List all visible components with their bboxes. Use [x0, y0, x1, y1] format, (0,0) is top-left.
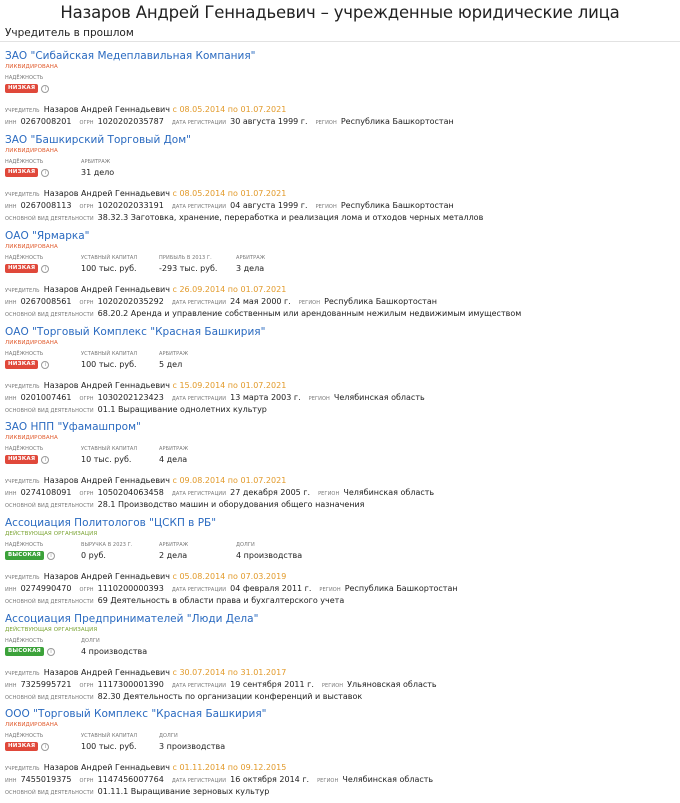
region-value: Республика Башкортостан — [340, 201, 454, 210]
activity-value: 68.20.2 Аренда и управление собственным или арендованным нежилым недвижимым имуществом — [97, 309, 522, 318]
company-status: ЛИКВИДИРОВАНА — [5, 64, 58, 70]
founder-period: с 09.08.2014 по 01.07.2021 — [172, 476, 287, 485]
registration-row: ИНН 0274108091 ОГРН 1050204063458 ДАТА РЕГИСТРАЦИИ 27 декабря 2005 г. РЕГИОН Челябинская область — [5, 488, 435, 497]
stat-reliability: НАДЁЖНОСТЬ ВЫСОКАЯ i — [5, 541, 55, 562]
debts-value: 4 производства — [81, 647, 148, 656]
founder-period: с 08.05.2014 по 01.07.2021 — [172, 105, 287, 114]
reg-date-value: 13 марта 2003 г. — [230, 393, 301, 402]
reliability-badge: НИЗКАЯ — [5, 360, 38, 369]
stat-capital: УСТАВНЫЙ КАПИТАЛ 100 тыс. руб. — [81, 733, 138, 751]
debts-value: 3 производства — [159, 742, 226, 751]
founder-period: с 05.08.2014 по 07.03.2019 — [172, 572, 287, 581]
info-icon[interactable]: i — [41, 265, 49, 273]
founder-name: Назаров Андрей Геннадьевич — [43, 189, 170, 198]
founder-row: УЧРЕДИТЕЛЬ Назаров Андрей Геннадьевич с 05.08.2014 по 07.03.2019 — [5, 572, 287, 581]
company-status: ДЕЙСТВУЮЩАЯ ОРГАНИЗАЦИЯ — [5, 627, 98, 633]
company-name-link[interactable]: ОАО "Торговый Комплекс "Красная Башкирия" — [5, 326, 266, 338]
founder-row: УЧРЕДИТЕЛЬ Назаров Андрей Геннадьевич с 08.05.2014 по 01.07.2021 — [5, 105, 287, 114]
registration-row: ИНН 0267008113 ОГРН 1020202033191 ДАТА РЕГИСТРАЦИИ 04 августа 1999 г. РЕГИОН Республика Башкортостан — [5, 201, 454, 210]
info-icon[interactable]: i — [47, 648, 55, 656]
activity-value: 38.32.3 Заготовка, хранение, переработка и реализация лома и отходов черных металлов — [97, 213, 484, 222]
activity-value: 82.30 Деятельность по организации конференций и выставок — [97, 692, 363, 701]
arbitration-value: 4 дела — [159, 455, 188, 464]
activity-row: ОСНОВНОЙ ВИД ДЕЯТЕЛЬНОСТИ 68.20.2 Аренда и управление собственным или арендованным нежилым недвижимым имуществом — [5, 309, 522, 318]
founder-name: Назаров Андрей Геннадьевич — [43, 381, 170, 390]
section-title: Учредитель в прошлом — [5, 27, 134, 39]
inn-value: 0274990470 — [20, 584, 72, 593]
founder-name: Назаров Андрей Геннадьевич — [43, 476, 170, 485]
ogrn-value: 1147456007764 — [97, 775, 164, 784]
stat-debts: ДОЛГИ 3 производства — [159, 733, 226, 751]
founder-name: Назаров Андрей Геннадьевич — [43, 572, 170, 581]
company-status: ЛИКВИДИРОВАНА — [5, 435, 58, 441]
reg-date-value: 04 августа 1999 г. — [230, 201, 308, 210]
stat-capital: УСТАВНЫЙ КАПИТАЛ 100 тыс. руб. — [81, 255, 138, 273]
arbitration-value: 31 дело — [81, 168, 115, 177]
reliability-badge: НИЗКАЯ — [5, 168, 38, 177]
company-card — [5, 229, 675, 320]
activity-row: ОСНОВНОЙ ВИД ДЕЯТЕЛЬНОСТИ 38.32.3 Заготовка, хранение, переработка и реализация лома и отходов черных металлов — [5, 213, 484, 222]
registration-row: ИНН 0274990470 ОГРН 1110200000393 ДАТА РЕГИСТРАЦИИ 04 февраля 2011 г. РЕГИОН Республика Башкортостан — [5, 584, 458, 593]
region-value: Челябинская область — [333, 393, 425, 402]
ogrn-value: 1117300001390 — [97, 680, 164, 689]
stat-debts: ДОЛГИ 4 производства — [81, 638, 148, 656]
company-name-link[interactable]: ЗАО "Сибайская Медеплавильная Компания" — [5, 50, 256, 62]
registration-row: ИНН 0201007461 ОГРН 1030202123423 ДАТА РЕГИСТРАЦИИ 13 марта 2003 г. РЕГИОН Челябинская область — [5, 393, 425, 402]
company-card — [5, 133, 675, 224]
company-stats — [5, 732, 675, 762]
reg-date-value: 24 мая 2000 г. — [230, 297, 291, 306]
founder-period: с 26.09.2014 по 01.07.2021 — [172, 285, 287, 294]
stat-capital: УСТАВНЫЙ КАПИТАЛ 10 тыс. руб. — [81, 446, 138, 464]
ogrn-value: 1030202123423 — [97, 393, 164, 402]
stat-revenue: ВЫРУЧКА В 2023 Г. 0 руб. — [81, 542, 133, 560]
registration-row: ИНН 0267008201 ОГРН 1020202035787 ДАТА РЕГИСТРАЦИИ 30 августа 1999 г. РЕГИОН Республика Башкортостан — [5, 117, 454, 126]
company-card — [5, 707, 675, 798]
company-card — [5, 325, 675, 416]
company-name-link[interactable]: ЗАО НПП "Уфамашпром" — [5, 421, 141, 433]
activity-value: 01.1 Выращивание однолетних культур — [97, 405, 267, 414]
inn-value: 0274108091 — [20, 488, 72, 497]
capital-value: 100 тыс. руб. — [81, 264, 137, 273]
reliability-badge: НИЗКАЯ — [5, 84, 38, 93]
arbitration-value: 5 дел — [159, 360, 183, 369]
region-value: Ульяновская область — [347, 680, 437, 689]
founder-row: УЧРЕДИТЕЛЬ Назаров Андрей Геннадьевич с 30.07.2014 по 31.01.2017 — [5, 668, 287, 677]
arbitration-value: 2 дела — [159, 551, 188, 560]
stat-reliability: НАДЁЖНОСТЬ НИЗКАЯ i — [5, 445, 49, 466]
stat-reliability: НАДЁЖНОСТЬ НИЗКАЯ i — [5, 254, 49, 275]
activity-row: ОСНОВНОЙ ВИД ДЕЯТЕЛЬНОСТИ 01.11.1 Выращивание зерновых культур — [5, 787, 270, 796]
company-status: ЛИКВИДИРОВАНА — [5, 244, 58, 250]
reliability-badge: ВЫСОКАЯ — [5, 647, 44, 656]
activity-row: ОСНОВНОЙ ВИД ДЕЯТЕЛЬНОСТИ 69 Деятельность в области права и бухгалтерского учета — [5, 596, 345, 605]
stat-reliability: НАДЁЖНОСТЬ НИЗКАЯ i — [5, 732, 49, 753]
founder-name: Назаров Андрей Геннадьевич — [43, 668, 170, 677]
founder-row: УЧРЕДИТЕЛЬ Назаров Андрей Геннадьевич с 26.09.2014 по 01.07.2021 — [5, 285, 287, 294]
capital-value: 100 тыс. руб. — [81, 742, 137, 751]
company-stats — [5, 158, 675, 188]
company-status: ДЕЙСТВУЮЩАЯ ОРГАНИЗАЦИЯ — [5, 531, 98, 537]
company-stats — [5, 445, 675, 475]
stat-reliability: НАДЁЖНОСТЬ НИЗКАЯ i — [5, 158, 49, 179]
stat-arbitration: АРБИТРАЖ 31 дело — [81, 159, 115, 177]
company-status: ЛИКВИДИРОВАНА — [5, 148, 58, 154]
activity-row: ОСНОВНОЙ ВИД ДЕЯТЕЛЬНОСТИ 01.1 Выращивание однолетних культур — [5, 405, 267, 414]
inn-value: 7325995721 — [20, 680, 72, 689]
inn-value: 0267008561 — [20, 297, 72, 306]
ogrn-value: 1020202035292 — [97, 297, 164, 306]
founder-row: УЧРЕДИТЕЛЬ Назаров Андрей Геннадьевич с 01.11.2014 по 09.12.2015 — [5, 763, 287, 772]
stat-arbitration: АРБИТРАЖ 4 дела — [159, 446, 189, 464]
capital-value: 100 тыс. руб. — [81, 360, 137, 369]
stat-profit: ПРИБЫЛЬ В 2013 Г. -293 тыс. руб. — [159, 255, 218, 273]
stat-arbitration: АРБИТРАЖ 2 дела — [159, 542, 189, 560]
founder-name: Назаров Андрей Геннадьевич — [43, 105, 170, 114]
company-stats — [5, 541, 675, 571]
header-divider — [0, 41, 680, 42]
company-stats — [5, 350, 675, 380]
info-icon[interactable]: i — [41, 169, 49, 177]
company-card — [5, 516, 675, 607]
profit-value: -293 тыс. руб. — [159, 264, 218, 273]
page-title: Назаров Андрей Геннадьевич – учрежденные юридические лица — [60, 3, 620, 22]
activity-row: ОСНОВНОЙ ВИД ДЕЯТЕЛЬНОСТИ 82.30 Деятельность по организации конференций и выставок — [5, 692, 363, 701]
activity-value: 69 Деятельность в области права и бухгалтерского учета — [97, 596, 345, 605]
info-icon[interactable]: i — [41, 361, 49, 369]
reliability-badge: НИЗКАЯ — [5, 742, 38, 751]
reg-date-value: 19 сентября 2011 г. — [230, 680, 314, 689]
ogrn-value: 1020202033191 — [97, 201, 164, 210]
activity-row: ОСНОВНОЙ ВИД ДЕЯТЕЛЬНОСТИ 28.1 Производство машин и оборудования общего назначения — [5, 500, 365, 509]
region-value: Республика Башкортостан — [340, 117, 454, 126]
founder-period: с 08.05.2014 по 01.07.2021 — [172, 189, 287, 198]
debts-value: 4 производства — [236, 551, 303, 560]
registration-row: ИНН 7455019375 ОГРН 1147456007764 ДАТА РЕГИСТРАЦИИ 16 октября 2014 г. РЕГИОН Челябинская область — [5, 775, 434, 784]
reg-date-value: 16 октября 2014 г. — [230, 775, 310, 784]
founder-period: с 01.11.2014 по 09.12.2015 — [172, 763, 287, 772]
founder-period: с 30.07.2014 по 31.01.2017 — [172, 668, 287, 677]
capital-value: 10 тыс. руб. — [81, 455, 132, 464]
region-value: Республика Башкортостан — [344, 584, 458, 593]
founder-row: УЧРЕДИТЕЛЬ Назаров Андрей Геннадьевич с 08.05.2014 по 01.07.2021 — [5, 189, 287, 198]
company-stats — [5, 637, 675, 667]
reliability-badge: НИЗКАЯ — [5, 455, 38, 464]
founder-row: УЧРЕДИТЕЛЬ Назаров Андрей Геннадьевич с 15.09.2014 по 01.07.2021 — [5, 381, 287, 390]
info-icon[interactable]: i — [41, 743, 49, 751]
founder-row: УЧРЕДИТЕЛЬ Назаров Андрей Геннадьевич с 09.08.2014 по 01.07.2021 — [5, 476, 287, 485]
company-stats — [5, 254, 675, 284]
arbitration-value: 3 дела — [236, 264, 265, 273]
inn-value: 0267008201 — [20, 117, 72, 126]
company-status: ЛИКВИДИРОВАНА — [5, 340, 58, 346]
company-card — [5, 420, 675, 511]
company-name-link[interactable]: Ассоциация Политологов "ЦСКП в РБ" — [5, 517, 217, 529]
region-value: Челябинская область — [342, 775, 434, 784]
stat-arbitration: АРБИТРАЖ 3 дела — [236, 255, 266, 273]
founder-period: с 15.09.2014 по 01.07.2021 — [172, 381, 287, 390]
inn-value: 0201007461 — [20, 393, 72, 402]
region-value: Челябинская область — [343, 488, 435, 497]
revenue-value: 0 руб. — [81, 551, 106, 560]
activity-value: 28.1 Производство машин и оборудования общего назначения — [97, 500, 365, 509]
stat-debts: ДОЛГИ 4 производства — [236, 542, 303, 560]
reg-date-value: 27 декабря 2005 г. — [230, 488, 311, 497]
company-status: ЛИКВИДИРОВАНА — [5, 722, 58, 728]
reliability-badge: ВЫСОКАЯ — [5, 551, 44, 560]
reliability-badge: НИЗКАЯ — [5, 264, 38, 273]
region-value: Республика Башкортостан — [324, 297, 437, 306]
founder-name: Назаров Андрей Геннадьевич — [43, 285, 170, 294]
info-icon[interactable]: i — [41, 85, 49, 93]
founder-name: Назаров Андрей Геннадьевич — [43, 763, 170, 772]
company-name-link[interactable]: ОАО "Ярмарка" — [5, 230, 90, 242]
ogrn-value: 1050204063458 — [97, 488, 164, 497]
info-icon[interactable]: i — [41, 456, 49, 464]
company-name-link[interactable]: ООО "Торговый Комплекс "Красная Башкирия" — [5, 708, 267, 720]
company-name-link[interactable]: ЗАО "Башкирский Торговый Дом" — [5, 134, 191, 146]
company-card — [5, 49, 675, 128]
inn-value: 7455019375 — [20, 775, 72, 784]
company-card — [5, 612, 675, 703]
ogrn-value: 1020202035787 — [97, 117, 164, 126]
stat-arbitration: АРБИТРАЖ 5 дел — [159, 351, 189, 369]
activity-value: 01.11.1 Выращивание зерновых культур — [97, 787, 270, 796]
company-name-link[interactable]: Ассоциация Предпринимателей "Люди Дела" — [5, 613, 259, 625]
info-icon[interactable]: i — [47, 552, 55, 560]
reg-date-value: 04 февраля 2011 г. — [230, 584, 312, 593]
company-stats — [5, 74, 675, 104]
reg-date-value: 30 августа 1999 г. — [230, 117, 308, 126]
ogrn-value: 1110200000393 — [97, 584, 164, 593]
stat-label: НАДЁЖНОСТЬ — [5, 75, 44, 81]
stat-reliability — [5, 74, 49, 95]
inn-value: 0267008113 — [20, 201, 72, 210]
registration-row: ИНН 0267008561 ОГРН 1020202035292 ДАТА РЕГИСТРАЦИИ 24 мая 2000 г. РЕГИОН Республика Башкортостан — [5, 297, 437, 306]
registration-row: ИНН 7325995721 ОГРН 1117300001390 ДАТА РЕГИСТРАЦИИ 19 сентября 2011 г. РЕГИОН Ульяновская область — [5, 680, 437, 689]
stat-reliability: НАДЁЖНОСТЬ ВЫСОКАЯ i — [5, 637, 55, 658]
stat-reliability: НАДЁЖНОСТЬ НИЗКАЯ i — [5, 350, 49, 371]
stat-capital: УСТАВНЫЙ КАПИТАЛ 100 тыс. руб. — [81, 351, 138, 369]
